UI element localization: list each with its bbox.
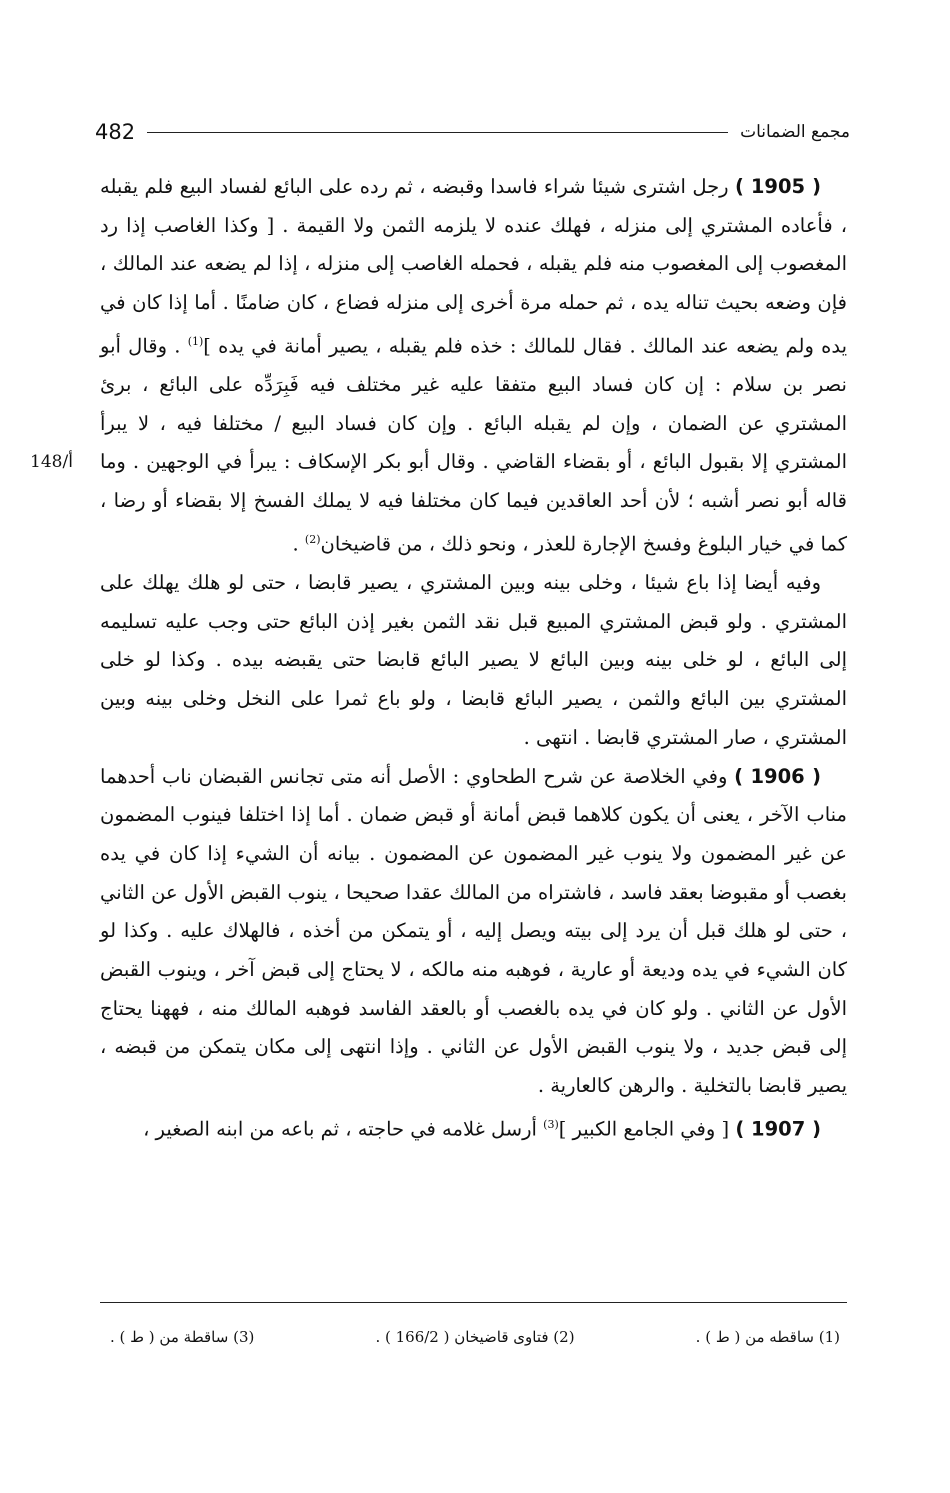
paragraph-text: أرسل غلامه في حاجته ، ثم باعه من ابنه الصغير ، — [143, 1117, 544, 1141]
running-title: مجمع الضمانات — [740, 122, 850, 142]
margin-folio-note: 148/أ — [30, 452, 73, 472]
paragraph-text: وفيه أيضا إذا باع شيئا ، وخلى بينه وبين المشتري ، يصير قابضا ، حتى لو هلك يهلك على المشتري . ولو قبض المشتري المبيع قبل نقد الثمن بغير إذن البائع حتى وجب عليه تسليمه إلى البائع ، لو خلى بينه وبين البائع لا يصير البائع قابضا حتى يقبضه بيده . وكذا لو خلى المشتري بين البائع والثمن ، يصير البائع قابضا ، ولو باع ثمرا على النخل وخلى بينه وبين المشتري ، صار المشتري قابضا . انتهى . — [100, 571, 847, 749]
paragraph-text: . — [292, 532, 305, 556]
page-number: 482 — [95, 120, 136, 144]
paragraph-text: رجل اشترى شيئا شراء فاسدا وقبضه ، ثم رده على البائع لفساد البيع فلم يقبله ، فأعاده المشتري إلى منزله ، فهلك عنده لا يلزمه الثمن ولا القيمة . [ وكذا الغاصب إذا رد المغصوب إلى المغصوب منه فلم يقبله ، فحمله الغاصب إلى منزله ، إذا لم يضعه عند المالك ، فإن وضعه بحيث تناله يده ، ثم حمله مرة أخرى إلى منزله فضاع ، كان ضامنًا . أما إذا كان في يده ولم يضعه عند المالك . فقال للمالك : خذه فلم يقبله ، يصير أمانة في يده ] — [100, 175, 847, 358]
header-rule — [147, 132, 728, 133]
footnote-ref: (2) — [304, 532, 321, 546]
body-text — [100, 168, 847, 1149]
paragraph-1905 — [100, 168, 847, 564]
paragraph-text: . وقال أبو نصر بن سلام : إن كان فساد البيع متفقا عليه غير مختلف فيه فَبِرَدِّه على البائع ، برئ المشتري عن الضمان ، وإن لم يقبله البائع . وإن كان فساد البيع / مختلفا فيه ، لا يبرأ المشتري إلا بقبول البائع ، أو بقضاء القاضي . وقال أبو بكر الإسكاف : يبرأ في الوجهين . وما قاله أبو نصر أشبه ؛ لأن أحد العاقدين فيما كان مختلفا فيه لا يملك الفسخ إلا بقضاء أو رضا ، كما في خيار البلوغ وفسخ الإجارة للعذر ، ونحو ذلك ، من قاضيخان — [100, 334, 847, 556]
footnote-ref: (3) — [543, 1117, 559, 1131]
paragraph-1907 — [100, 1106, 847, 1149]
footnote-ref: (1) — [187, 334, 204, 348]
paragraph-1906 — [100, 758, 847, 1106]
entry-number: ( 1907 ) — [735, 1117, 821, 1141]
paragraph-continuation — [100, 564, 847, 758]
page-header — [95, 112, 850, 152]
footnote-3: (3) ساقطة من ( ط ) . — [110, 1328, 255, 1346]
paragraph-text: [ وفي الجامع الكبير ] — [558, 1117, 736, 1141]
paragraph-text: وفي الخلاصة عن شرح الطحاوي : الأصل أنه متى تجانس القبضان ناب أحدهما مناب الآخر ، يعنى أن يكون كلاهما قبض أمانة أو قبض ضمان . أما إذا اختلفا فينوب المضمون عن غير المضمون ولا ينوب غير المضمون عن المضمون . بيانه أن الشيء إذا كان في يده بغصب أو مقبوضا بعقد فاسد ، فاشتراه من المالك عقدا صحيحا ، ينوب القبض الأول عن الثاني ، حتى لو هلك قبل أن يرد إلى بيته ويصل إليه ، أو يتمكن من أخذه ، فالهلاك عليه . وكذا لو كان الشيء في يده وديعة أو عارية ، فوهبه منه مالكه ، لا يحتاج إلى قبض آخر ، وينوب القبض الأول عن الثاني . ولو كان في يده بالغصب أو بالعقد الفاسد فوهبه المالك منه ، فههنا يحتاج إلى قبض جديد ، ولا ينوب القبض الأول عن الثاني . وإذا انتهى إلى مكان يتمكن من قبضه ، يصير قابضا بالتخلية . والرهن كالعارية . — [100, 764, 847, 1098]
footnote-2: (2) فتاوى قاضيخان ( 166/2 ) . — [375, 1328, 575, 1346]
footnote-1: (1) ساقطه من ( ط ) . — [695, 1328, 840, 1346]
entry-number: ( 1905 ) — [734, 175, 821, 198]
footnote-rule — [100, 1302, 847, 1303]
footnotes — [110, 1328, 840, 1346]
entry-number: ( 1906 ) — [734, 764, 821, 788]
